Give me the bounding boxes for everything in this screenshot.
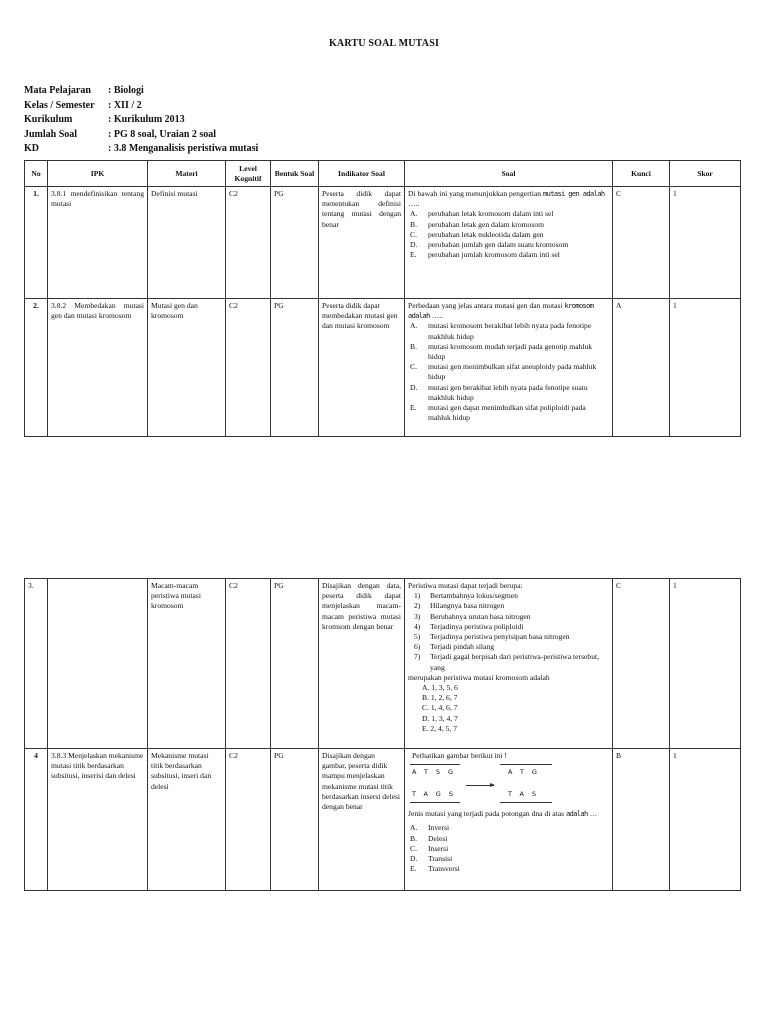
header-soal: Soal	[405, 161, 613, 187]
meta-row	[24, 84, 258, 99]
skor-cell: 1	[670, 579, 741, 749]
header-ipk: IPK	[48, 161, 148, 187]
question-stem: Perbedaan yang jelas antara mutasi gen dan mutasi kromosom adalah …..	[408, 301, 594, 321]
bentuk-cell: PG	[271, 187, 319, 299]
header-level: Level Kognitif	[226, 161, 271, 187]
statement-item: 5) Terjadinya peristiwa penyisipan basa nitrogen	[414, 632, 570, 642]
kunci-cell: C	[613, 187, 670, 299]
question-number: 2.	[25, 299, 48, 437]
ipk-cell	[48, 579, 148, 749]
meta-row	[24, 113, 258, 128]
option-item: B. perubahan letak gen dalam kromosom	[410, 219, 544, 229]
handwritten-text: kromosom adalah	[408, 302, 594, 321]
meta-row	[24, 99, 258, 114]
option-item: D. Transisi	[410, 854, 453, 864]
option-item: E. 2, 4, 5, 7	[422, 723, 458, 733]
meta-label: KD	[24, 143, 39, 155]
question-stem: Peristiwa mutasi dapat terjadi berupa:	[408, 581, 523, 590]
option-item: D. 1, 3, 4, 7	[422, 713, 458, 723]
option-item: B. 1, 2, 6, 7	[422, 693, 458, 703]
level-cell: C2	[226, 579, 271, 749]
arrow-right-icon	[466, 785, 494, 786]
dna-sequence: TAS	[508, 790, 545, 799]
dna-sequence: ATSG	[412, 768, 462, 777]
indikator-cell: Disajikan dengan data, peserta didik dapat menjelaskan macam-macam peristiwa mutasi kromsom dengan benar	[319, 579, 405, 749]
option-item: E. perubahan jumlah kromosom dalam inti sel	[410, 250, 560, 260]
option-item: D. mutasi gen berakibat lebih nyata pada fenotipe suatu makhluk hidup	[410, 382, 588, 402]
statement-list	[408, 591, 609, 673]
meta-label: Kurikulum	[24, 114, 73, 126]
statement-item: 7) Terjadi gagal berpisah dari peristiwa-peristiwa tersebut, yang	[414, 652, 599, 672]
table-row	[25, 187, 741, 299]
options-list	[408, 209, 609, 260]
option-item: E. mutasi gen dapat menimbulkan sifat poliploidi pada mahluk hidup	[410, 403, 586, 423]
ipk-cell: 3.8.1 mendefinisikan tentang mutasi	[48, 187, 148, 299]
dna-sequence: TAGS	[412, 790, 461, 799]
soal-cell	[405, 187, 613, 299]
meta-row	[24, 142, 258, 157]
meta-value: : Kurikulum 2013	[108, 114, 185, 126]
indikator-cell: Peserta didik dapat membedakan mutasi gen dan mutasi kromosom	[319, 299, 405, 437]
header-indikator: Indikator Soal	[319, 161, 405, 187]
meta-value: : Biologi	[108, 85, 144, 96]
materi-cell: Mutasi gen dan kromosom	[148, 299, 226, 437]
options-list	[408, 321, 609, 423]
option-item: A. mutasi kromosom berakibat lebih nyata pada fenotipe makhluk hidup	[410, 321, 592, 341]
indikator-cell: Disajikan dengan gambar, peserta didik mampu menjelaskan mekanisme mutasi titik berdasarkan insersi delesi dengan benar	[319, 749, 405, 891]
bentuk-cell: PG	[271, 299, 319, 437]
meta-value: : XII / 2	[108, 99, 142, 111]
dna-strand-line	[410, 802, 460, 803]
header-skor: Skor	[670, 161, 741, 187]
question-text: merupakan peristiwa mutasi kromosom adalah	[408, 672, 550, 682]
skor-cell: 1	[670, 299, 741, 437]
question-stem: Di bawah ini yang menunjukkan pengertian mutasi gen adalah …..	[408, 189, 605, 209]
kunci-cell: A	[613, 299, 670, 437]
dna-strand-line	[500, 764, 552, 765]
level-cell: C2	[226, 187, 271, 299]
materi-cell: Definisi mutasi	[148, 187, 226, 299]
meta-value: : PG 8 soal, Uraian 2 soal	[108, 128, 217, 140]
table-row	[25, 749, 741, 891]
ipk-cell: 3.8.2 Membedakan mutasi gen dan mutasi kromosom	[48, 299, 148, 437]
materi-cell: Macam-macam peristiwa mutasi kromosom	[148, 579, 226, 749]
question-number: 4	[25, 749, 48, 891]
statement-item: 3) Berubahnya urutan basa nitrogen	[414, 611, 531, 621]
header-no: No	[25, 161, 48, 187]
skor-cell: 1	[670, 187, 741, 299]
statement-item: 2) Hilangnya basa nitrogen	[414, 601, 505, 611]
materi-cell: Mekanisme mutasi titik berdasarkan subsitusi, inseri dan delesi	[148, 749, 226, 891]
meta-row	[24, 128, 258, 143]
indikator-cell: Peserta didik dapat menentukan definisi tentang mutasi dengan benar	[319, 187, 405, 299]
statement-item: 6) Terjadi pindah silang	[414, 642, 494, 652]
question-table-1	[24, 160, 741, 437]
dna-figure	[408, 763, 609, 809]
header-kunci: Kunci	[613, 161, 670, 187]
kunci-cell: B	[613, 749, 670, 891]
meta-label: Mata Pelajaran	[24, 85, 91, 96]
option-item: A. perubahan letak kromosom dalam inti sel	[410, 209, 554, 219]
soal-cell	[405, 749, 613, 891]
option-item: A. 1, 3, 5, 6	[422, 683, 458, 693]
level-cell: C2	[226, 299, 271, 437]
table-row	[25, 579, 741, 749]
table-row	[25, 299, 741, 437]
handwritten-text: mutasi gen adalah	[542, 190, 605, 198]
question-text: Jenis mutasi yang terjadi pada potongan dna di atas adalah …	[408, 809, 598, 819]
option-item: C. 1, 4, 6, 7	[422, 703, 458, 713]
meta-label: Kelas / Semester	[24, 99, 95, 111]
soal-cell	[405, 299, 613, 437]
dna-strand-line	[500, 802, 552, 803]
dna-sequence: ATG	[508, 768, 545, 777]
page-title: KARTU SOAL MUTASI	[328, 38, 440, 49]
ipk-cell: 3.8.3 Menjelaskan mekanisme mutasi titik berdasarkan subsitusi, inserisi dan delesi	[48, 749, 148, 891]
skor-cell: 1	[670, 749, 741, 891]
bentuk-cell: PG	[271, 749, 319, 891]
option-item: C. Insersi	[410, 843, 449, 853]
question-number: 3.	[25, 579, 48, 749]
option-item: B. mutasi kromosom mudah terjadi pada genotip mahluk hidup	[410, 341, 593, 362]
option-item: D. perubahan jumlah gen dalam suatu kromosom	[410, 240, 569, 250]
question-stem: Perhatikan gambar berikut ini !	[412, 751, 507, 760]
option-item: C. perubahan letak nukleotida dalam gen	[410, 229, 544, 239]
meta-value: : 3.8 Menganalisis peristiwa mutasi	[108, 143, 259, 155]
statement-item: 1) Bertambahnya lokus/segmen	[414, 591, 518, 601]
bentuk-cell: PG	[271, 579, 319, 749]
header-materi: Materi	[148, 161, 226, 187]
option-item: B. Delesi	[410, 833, 448, 843]
level-cell: C2	[226, 749, 271, 891]
question-number: 1.	[25, 187, 48, 299]
soal-cell	[405, 579, 613, 749]
options-list	[408, 683, 609, 734]
option-item: E. Transversi	[410, 864, 460, 874]
option-item: A. Inversi	[410, 823, 450, 833]
table-header-row	[25, 161, 741, 187]
statement-item: 4) Terjadinya peristiwa poliploidi	[414, 621, 524, 631]
option-item: C. mutasi gen menimbulkan sifat aneuploidy pada mahluk hidup	[410, 362, 597, 382]
kunci-cell: C	[613, 579, 670, 749]
handwritten-text: adalah	[565, 810, 588, 819]
dna-strand-line	[410, 764, 460, 765]
options-list	[408, 823, 609, 874]
question-table-2	[24, 578, 741, 891]
header-bentuk: Bentuk Soal	[271, 161, 319, 187]
meta-label: Jumlah Soal	[24, 128, 78, 140]
document-meta	[24, 84, 258, 157]
